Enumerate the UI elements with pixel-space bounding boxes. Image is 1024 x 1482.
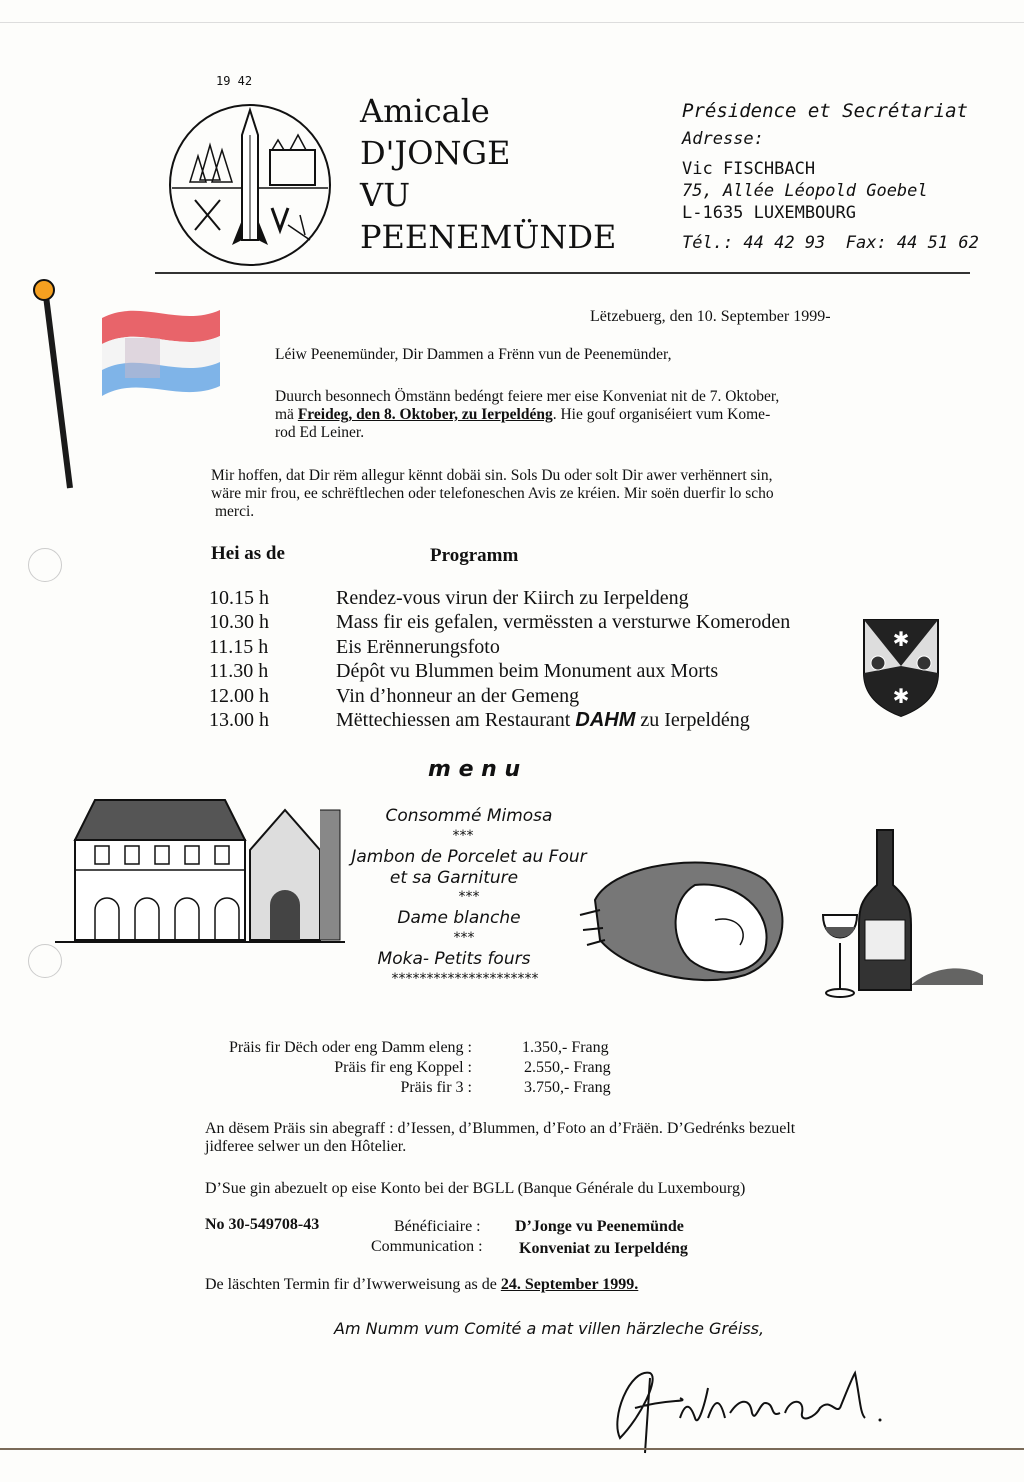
- price-list: [160, 1038, 611, 1098]
- program-text: Rendez-vous virun der Kiirch zu Ierpeldeng: [336, 587, 689, 609]
- wine-bottle-icon: [815, 825, 985, 1005]
- paragraph-1-line-3: rod Ed Leiner.: [275, 424, 365, 441]
- included-text: [205, 1120, 795, 1156]
- luxembourg-flag-icon: [30, 278, 230, 498]
- program-row: [209, 684, 790, 708]
- beneficiary-value: D’Jonge vu Peenemünde: [515, 1218, 684, 1235]
- menu-separator: ***: [453, 930, 475, 946]
- scan-top-edge: [0, 22, 1024, 23]
- price-row: [160, 1058, 611, 1078]
- organization-title: [360, 90, 616, 258]
- deadline-pre: De läschten Termin fir d’Iwwerweisung as de: [205, 1276, 501, 1293]
- contact-name: Vic FISCHBACH: [682, 159, 816, 179]
- deadline-date: 24. September 1999.: [500, 1276, 639, 1293]
- program-time: 11.15 h: [209, 635, 269, 658]
- account-number: No 30-549708-43: [205, 1216, 320, 1233]
- program-text-end: zu Ierpeldéng: [635, 709, 750, 732]
- paragraph-2: [211, 467, 871, 521]
- contact-heading: Présidence et Secrétariat: [682, 100, 968, 122]
- program-text: Eis Erënnerungsfoto: [336, 635, 500, 658]
- program-text: Vin d’honneur an der Gemeng: [336, 684, 580, 707]
- menu-separator: ***: [452, 828, 474, 844]
- program-row: [209, 708, 790, 732]
- paragraph-2-line-3: merci.: [215, 503, 255, 520]
- contact-address-label: Adresse:: [682, 129, 764, 149]
- price-row: [160, 1078, 611, 1098]
- signature-icon: [590, 1358, 890, 1458]
- paragraph-1-line-1: Duurch besonnech Ömstänn bedéngt feiere mer eise Konveniat nit de 7. Oktober,: [275, 388, 780, 405]
- program-time: 13.00 h: [209, 709, 269, 732]
- title-line-1: Amicale: [360, 92, 490, 130]
- menu-item: Consommé Mimosa: [385, 806, 553, 826]
- paragraph-1-pre: mä: [275, 406, 298, 423]
- program-heading-right: Programm: [430, 545, 519, 566]
- paragraph-1-line-2: [275, 406, 855, 424]
- program-text: Mëttechiessen am Restaurant: [336, 709, 576, 732]
- svg-text:✱: ✱: [892, 627, 910, 651]
- menu-heading: m e n u: [428, 757, 521, 782]
- program-time: 11.30 h: [209, 660, 269, 683]
- paragraph-2-line-1: Mir hoffen, dat Dir rëm allegur kënnt dobäi sin. Sols Du oder solt Dir awer verhënnert sin,: [211, 467, 773, 484]
- program-text: Mass fir eis gefalen, vermëssten a versturwe Komeroden: [336, 611, 791, 634]
- coat-of-arms-icon: [862, 618, 940, 718]
- svg-text:✱: ✱: [892, 684, 910, 708]
- event-date: Freideg, den 8. Oktober, zu Ierpeldéng: [297, 406, 553, 423]
- bottom-rule: [0, 1448, 1024, 1450]
- title-line-4: PEENEMÜNDE: [360, 218, 617, 256]
- restaurant-building-icon: [55, 780, 345, 950]
- menu-item: Dame blanche: [397, 908, 521, 928]
- price-label: Präis fir eng Koppel :: [334, 1059, 472, 1076]
- communication-value: Konveniat zu Ierpeldéng: [519, 1240, 688, 1257]
- logo: [160, 72, 340, 272]
- contact-phone: Tél.: 44 42 93 Fax: 44 51 62: [682, 233, 979, 253]
- program-heading-left: Hei as de: [211, 543, 285, 564]
- logo-year: 19 42: [216, 74, 253, 88]
- contact-block: [682, 100, 979, 254]
- program-time: 12.00 h: [209, 684, 269, 707]
- program-time: 10.30 h: [209, 611, 269, 634]
- program-table: [209, 586, 790, 732]
- place-date: Lëtzebuerg, den 10. September 1999-: [590, 308, 831, 325]
- menu-separator: ***: [458, 889, 480, 905]
- program-row: [209, 635, 790, 659]
- salutation: Léiw Peenemünder, Dir Dammen a Frënn vun de Peenemünder,: [275, 346, 672, 363]
- paragraph-2-line-2: wäre mir frou, ee schrëftlechen oder telefoneschen Avis ze kréien. Mir soën duerfir lo scho: [211, 485, 774, 502]
- program-time: 10.15 h: [209, 587, 269, 609]
- menu-item: Jambon de Porcelet au Four: [351, 847, 587, 867]
- communication-label: Communication :: [371, 1238, 483, 1255]
- restaurant-name: DAHM: [575, 709, 636, 732]
- title-line-3: VU: [360, 176, 411, 214]
- price-value: 3.750,- Frang: [524, 1079, 611, 1096]
- price-row: [160, 1038, 611, 1058]
- ham-icon: [575, 840, 805, 990]
- program-row: [209, 610, 790, 634]
- header-rule: [155, 272, 970, 274]
- price-label: Präis fir 3 :: [400, 1079, 472, 1096]
- deadline-text: [205, 1276, 638, 1294]
- payment-text: D’Sue gin abezuelt op eise Konto bei der BGLL (Banque Générale du Luxembourg): [205, 1180, 746, 1197]
- paragraph-1-post: . Hie gouf organiséiert vum Kome-: [552, 406, 771, 423]
- paragraph-1: [275, 388, 855, 442]
- included-line-1: An dësem Präis sin abegraff : d’Iessen, d’Blummen, d’Foto an d’Fräën. D’Gedrénks bezuelt: [205, 1120, 796, 1137]
- price-value: 1.350,- Frang: [522, 1039, 609, 1056]
- menu-item: Moka- Petits fours: [377, 949, 531, 969]
- price-value: 2.550,- Frang: [524, 1059, 611, 1076]
- beneficiary-label: Bénéficiaire :: [394, 1218, 481, 1235]
- closing-text: Am Numm vum Comité a mat villen härzleche Gréiss,: [334, 1319, 765, 1338]
- program-row: [209, 586, 790, 610]
- menu-separator: *********************: [391, 971, 539, 987]
- punch-hole-1: [28, 548, 62, 582]
- included-line-2: jidferee selwer un den Hôtelier.: [205, 1138, 407, 1155]
- program-row: [209, 659, 790, 683]
- contact-city: L-1635 LUXEMBOURG: [682, 203, 856, 223]
- logo-emblem-icon: [160, 90, 340, 270]
- menu-item: et sa Garniture: [389, 868, 519, 888]
- contact-street: 75, Allée Léopold Goebel: [682, 181, 928, 201]
- title-line-2: D'JONGE: [360, 134, 511, 172]
- program-text: Dépôt vu Blummen beim Monument aux Morts: [336, 660, 719, 683]
- price-label: Präis fir Dëch oder eng Damm eleng :: [228, 1039, 472, 1056]
- menu-list: [346, 804, 592, 986]
